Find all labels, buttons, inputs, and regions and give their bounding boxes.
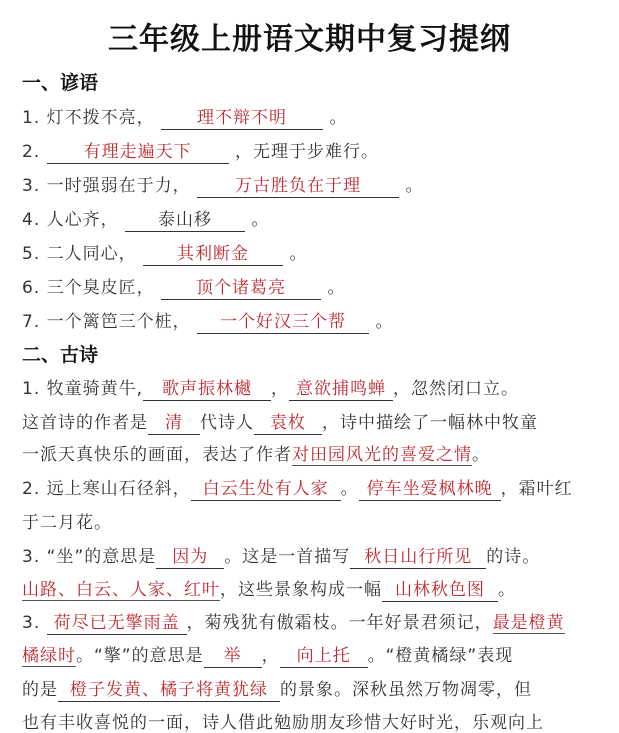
item-number: 1. [22,379,41,399]
answer-blank: 白云生处有人家 [191,478,341,501]
poem-line: 于二月花。 [22,513,112,533]
item-text: ，无理于步难行。 [235,142,380,162]
item-text: 。“擎”的意思是 [76,646,204,666]
section-heading-poems: 二、古诗 [22,344,99,366]
item-text: 。 [498,580,516,600]
item-number: 7. [22,312,41,332]
item-text: 。 [340,479,359,499]
answer-blank: 一个好汉三个帮 [197,311,369,334]
answer-blank: 对田园风光的喜爱之情 [292,445,472,465]
item-text: ， [271,379,290,399]
item-number: 1. [22,108,41,128]
poem-line [22,575,516,602]
item-number: 5. [22,244,41,264]
item-text: 。 [472,445,490,465]
poem-line [22,374,519,401]
answer-blank: 向上托 [280,645,368,668]
item-text: 牧童骑黄牛, [46,379,144,399]
item-text: 。这是一首描写 [224,547,351,567]
proverb-item [22,307,393,334]
item-text: 一时强弱在于力， [46,176,191,196]
answer-blank: 理不辩不明 [161,107,323,130]
answer-blank: 橘绿时 [22,646,76,666]
poem-line: 也有丰收喜悦的一面，诗人借此勉励朋友珍惜大好时光，乐观向上 [22,713,544,733]
item-text: 三个臭皮匠， [46,278,155,298]
item-text: 。 [405,176,424,196]
item-text: 人心齐， [46,210,119,230]
item-text: 远上寒山石径斜， [46,479,191,499]
item-text: ，忽然闭口立。 [393,379,520,399]
poem-line [22,542,540,569]
poem-line [22,641,513,668]
proverb-item [22,205,269,232]
item-number: 4. [22,210,41,230]
item-text: 一个篱笆三个桩， [46,312,191,332]
proverb-item [22,273,345,300]
answer-blank: 最是橙黄 [492,613,565,633]
item-text: 灯不拨不亮， [46,108,155,128]
item-number: 6. [22,278,41,298]
item-text: 的是 [22,680,58,700]
item-text: 二人同心， [46,244,137,264]
poem-line [22,440,490,465]
item-text: ，菊残犹有傲霜枝。一年好景君须记， [186,613,493,633]
answer-blank: 山林秋色图 [382,579,498,602]
proverb-item [22,171,423,198]
item-text: 。 [289,244,308,264]
item-text: “坐”的意思是 [46,547,157,567]
item-text: 一派天真快乐的画面，表达了作者 [22,445,292,465]
proverb-item [22,137,379,164]
answer-blank: 有理走遍天下 [47,141,229,164]
answer-blank: 停车坐爱枫林晚 [359,478,501,501]
item-number: 3. [22,547,41,567]
item-text: 。 [375,312,394,332]
item-number: 2. [22,142,41,162]
answer-blank: 清 [148,412,200,435]
poem-line [22,408,538,435]
poem-line [22,608,565,635]
answer-blank: 因为 [156,546,224,569]
item-text: 。 [251,210,270,230]
answer-blank: 秋日山行所见 [350,546,486,569]
answer-blank: 歌声振林樾 [143,378,271,401]
item-text: 这首诗的作者是 [22,413,148,433]
poem-line [22,474,573,501]
item-text: ，霜叶红 [500,479,573,499]
answer-blank: 袁枚 [254,412,322,435]
proverb-item [22,103,347,130]
answer-blank: 荷尽已无擎雨盖 [47,612,187,635]
page-title: 三年级上册语文期中复习提纲 [108,22,511,57]
item-text: 。“橙黄橘绿”表现 [367,646,514,666]
answer-blank: 泰山移 [125,209,245,232]
item-text: 的诗。 [486,547,541,567]
item-text: 的景象。深秋虽然万物凋零，但 [280,680,532,700]
answer-blank: 其利断金 [143,243,283,266]
answer-blank: 举 [204,645,262,668]
item-text: 代诗人 [200,413,254,433]
item-text: 。 [329,108,348,128]
item-number: 3. [22,176,41,196]
item-text: ， [261,646,280,666]
answer-blank: 山路、白云、人家、红叶 [22,580,220,600]
poem-line [22,675,532,702]
section-heading-proverbs: 一、谚语 [22,72,99,94]
answer-blank: 意欲捕鸣蝉 [289,378,393,401]
item-number: 2. [22,479,41,499]
item-number: 3. [22,613,41,633]
item-text: ，诗中描绘了一幅林中牧童 [322,413,538,433]
answer-blank: 顶个诸葛亮 [161,277,321,300]
item-text: ，这些景象构成一幅 [220,580,382,600]
proverb-item [22,239,307,266]
answer-blank: 橙子发黄、橘子将黄犹绿 [58,679,280,702]
answer-blank: 万古胜负在于理 [197,175,399,198]
item-text: 。 [327,278,346,298]
